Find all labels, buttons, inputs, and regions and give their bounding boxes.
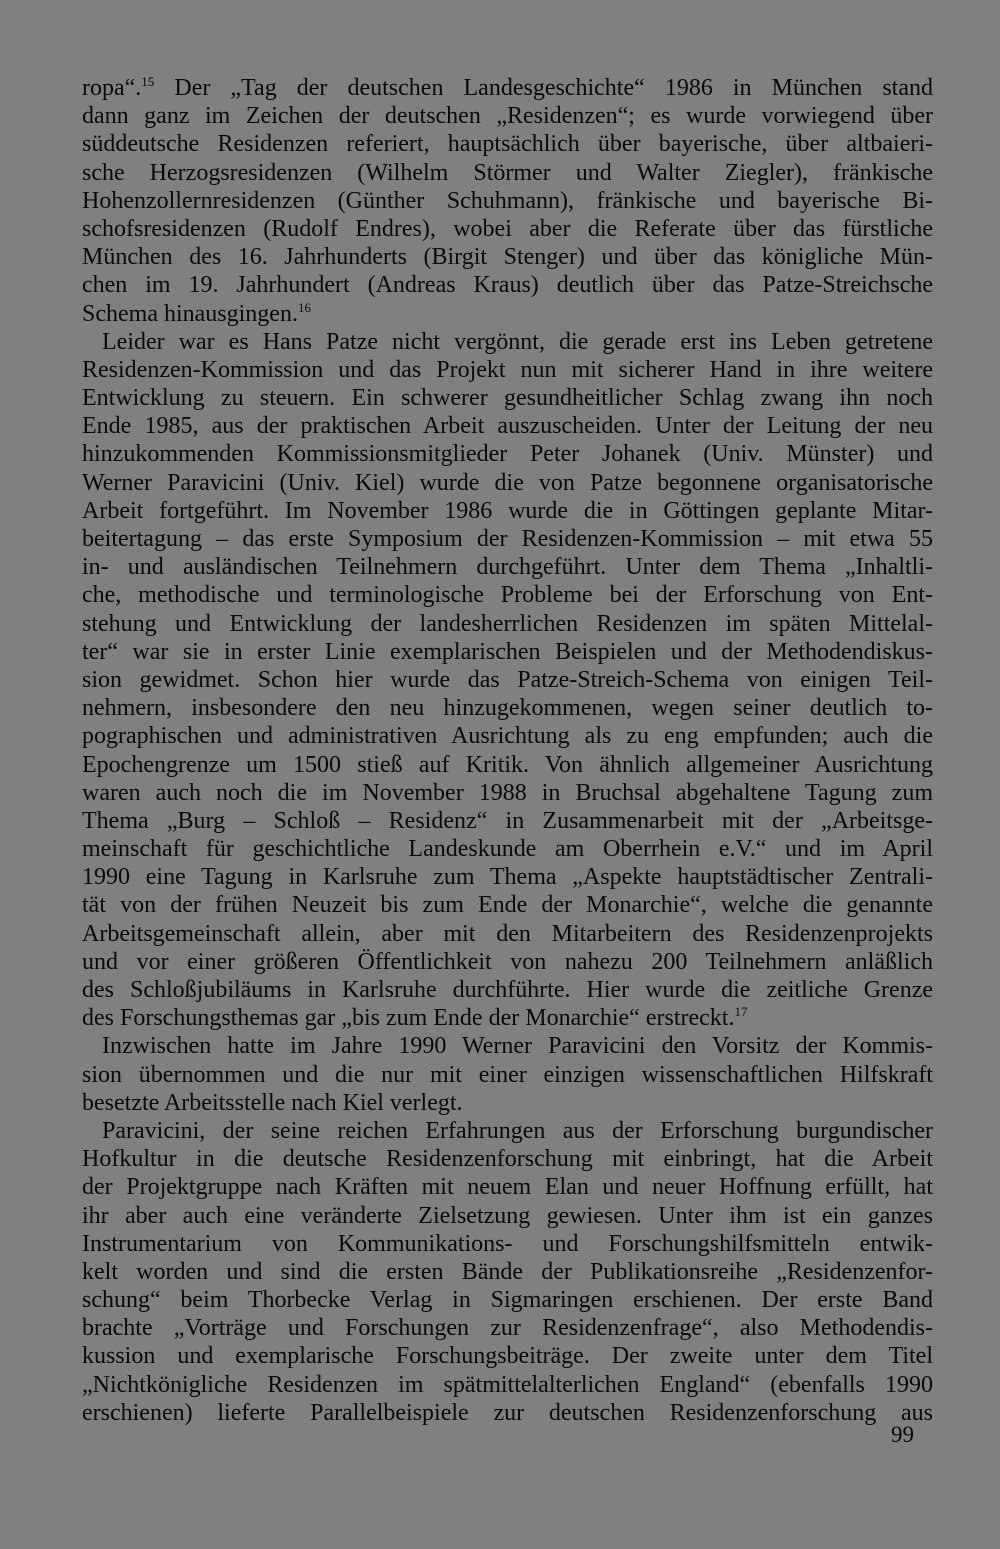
text-line: in- und ausländischen Teilnehmern durchgeführt. Unter dem Thema „Inhaltli- — [82, 554, 933, 581]
text-line: che, methodische und terminologische Probleme bei der Erforschung von Ent- — [82, 582, 933, 609]
text-line: beitertagung – das erste Symposium der Residenzen-Kommission – mit etwa 55 — [82, 526, 933, 552]
text-line: ropa“.$^{15}$ Der „Tag der deutschen Landesgeschichte“ 1986 in München stand — [82, 74, 933, 101]
text-line: sion übernommen und die nur mit einer einzigen wissenschaftlichen Hilfskraft — [82, 1061, 933, 1088]
text-line: hinzukommenden Kommissionsmitglieder Peter Johanek (Univ. Münster) und — [82, 441, 933, 468]
paragraph — [82, 328, 933, 1033]
body-text — [82, 74, 933, 1427]
text-line: Paravicini, der seine reichen Erfahrungen aus der Erforschung burgundischer — [102, 1117, 933, 1144]
text-line: kelt worden und sind die ersten Bände der Publikationsreihe „Residenzenfor- — [82, 1258, 933, 1285]
text-line: schofsresidenzen (Rudolf Endres), wobei aber die Referate über das fürstliche — [82, 215, 933, 242]
text-line: meinschaft für geschichtliche Landeskunde am Oberrhein e.V.“ und im April — [82, 836, 933, 863]
text-line: und vor einer größeren Öffentlichkeit von nahezu 200 Teilnehmern anläßlich — [82, 948, 933, 975]
text-line: Entwicklung zu steuern. Ein schwerer gesundheitlicher Schlag zwang ihn noch — [82, 385, 933, 412]
text-line: kussion und exemplarische Forschungsbeiträge. Der zweite unter dem Titel — [82, 1343, 933, 1370]
text-line: des Schloßjubiläums in Karlsruhe durchführte. Hier wurde die zeitliche Grenze — [82, 977, 933, 1003]
text-line: Instrumentarium von Kommunikations- und Forschungshilfsmitteln entwik- — [82, 1230, 933, 1257]
text-line: schung“ beim Thorbecke Verlag in Sigmaringen erschienen. Der erste Band — [82, 1287, 933, 1314]
text-line: erschienen) lieferte Parallelbeispiele zur deutschen Residenzenforschung aus — [82, 1399, 933, 1426]
footnote-marker: 16 — [297, 299, 311, 315]
text-line: Arbeitsgemeinschaft allein, aber mit den Mitarbeitern des Residenzenprojekts — [82, 920, 933, 947]
text-line: sche Herzogsresidenzen (Wilhelm Störmer und Walter Ziegler), fränkische — [82, 159, 933, 186]
text-line: des Forschungsthemas gar „bis zum Ende der Monarchie“ erstreckt.$^{17}$ — [82, 1004, 748, 1032]
text-line: Epochengrenze um 1500 stieß auf Kritik. Von ähnlich allgemeiner Ausrichtung — [82, 751, 933, 778]
paragraph — [82, 1032, 933, 1117]
footnote-marker: 17 — [734, 1004, 748, 1020]
text-line: Thema „Burg – Schloß – Residenz“ in Zusammenarbeit mit der „Arbeitsge- — [82, 807, 933, 834]
text-line: Residenzen-Kommission und das Projekt nun mit sicherer Hand in ihre weitere — [82, 356, 933, 383]
text-line: Hohenzollernresidenzen (Günther Schuhmann), fränkische und bayerische Bi- — [82, 187, 933, 214]
text-line: süddeutsche Residenzen referiert, hauptsächlich über bayerische, über altbaieri- — [82, 131, 933, 158]
text-line: tät von der frühen Neuzeit bis zum Ende der Monarchie“, welche die genannte — [82, 892, 933, 919]
text-line: stehung und Entwicklung der landesherrlichen Residenzen im späten Mittelal- — [82, 610, 933, 637]
page-number: 99 — [891, 1422, 914, 1447]
text-line: 1990 eine Tagung in Karlsruhe zum Thema „Aspekte hauptstädtischer Zentrali- — [82, 864, 933, 891]
text-line: der Projektgruppe nach Kräften mit neuem Elan und neuer Hoffnung erfüllt, hat — [82, 1174, 933, 1201]
text-line: brachte „Vorträge und Forschungen zur Residenzenfrage“, also Methodendis- — [82, 1315, 933, 1342]
text-line: Inzwischen hatte im Jahre 1990 Werner Paravicini den Vorsitz der Kommis- — [102, 1033, 933, 1060]
paragraph — [82, 1117, 933, 1427]
text-line: ihr aber auch eine veränderte Zielsetzung gewiesen. Unter ihm ist ein ganzes — [82, 1202, 933, 1229]
text-line: waren auch noch die im November 1988 in Bruchsal abgehaltene Tagung zum — [82, 779, 933, 806]
text-line: Hofkultur in die deutsche Residenzenforschung mit einbringt, hat die Arbeit — [82, 1146, 933, 1173]
text-line: Arbeit fortgeführt. Im November 1986 wurde die in Göttingen geplante Mitar- — [82, 497, 933, 524]
text-line: pographischen und administrativen Ausrichtung als zu eng empfunden; auch die — [82, 723, 933, 750]
text-line: Werner Paravicini (Univ. Kiel) wurde die von Patze begonnene organisatorische — [82, 469, 933, 496]
text-line: besetzte Arbeitsstelle nach Kiel verlegt. — [82, 1089, 463, 1116]
footnote-marker: 15 — [141, 74, 155, 89]
text-line: München des 16. Jahrhunderts (Birgit Stenger) und über das königliche Mün- — [82, 244, 933, 271]
text-line: ter“ war sie in erster Linie exemplarischen Beispielen und der Methodendiskus- — [82, 638, 933, 665]
text-line: sion gewidmet. Schon hier wurde das Patze-Streich-Schema von einigen Teil- — [82, 666, 933, 693]
text-line: Ende 1985, aus der praktischen Arbeit auszuscheiden. Unter der Leitung der neu — [82, 413, 933, 440]
text-line: nehmern, insbesondere den neu hinzugekommenen, wegen seiner deutlich to- — [82, 695, 933, 722]
text-line: „Nichtkönigliche Residenzen im spätmittelalterlichen England“ (ebenfalls 1990 — [82, 1371, 933, 1398]
paragraph — [82, 74, 933, 328]
text-line: chen im 19. Jahrhundert (Andreas Kraus) deutlich über das Patze-Streichsche — [82, 272, 933, 299]
text-line: Schema hinausgingen.$^{16}$ — [82, 299, 311, 327]
text-line: dann ganz im Zeichen der deutschen „Residenzen“; es wurde vorwiegend über — [82, 103, 933, 130]
text-line: Leider war es Hans Patze nicht vergönnt, die gerade erst ins Leben getretene — [102, 328, 933, 355]
